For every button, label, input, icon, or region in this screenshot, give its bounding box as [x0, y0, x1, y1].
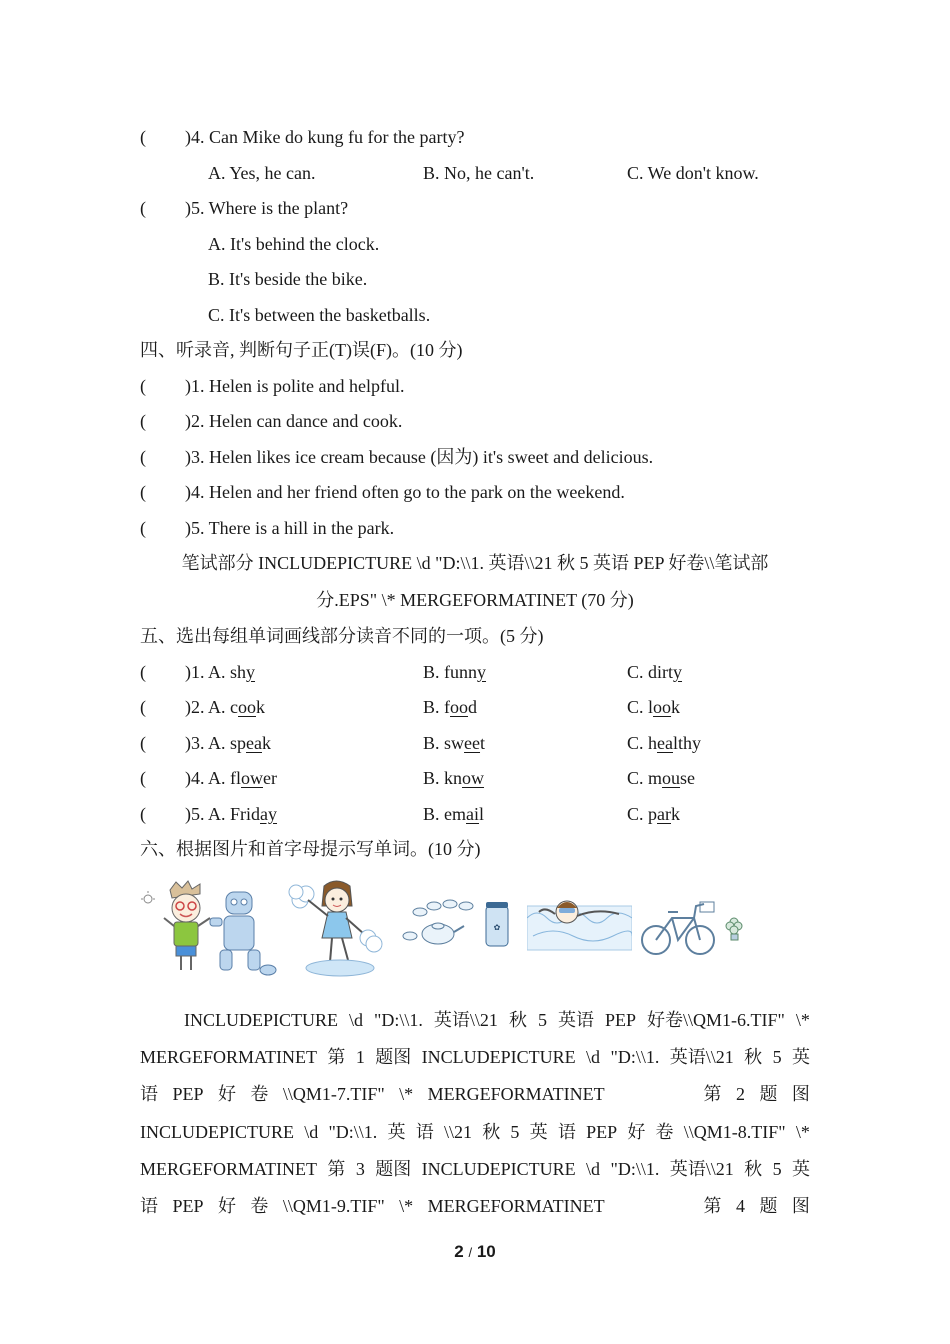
- word-part: er: [263, 768, 277, 788]
- snow-ground: [306, 960, 374, 976]
- word-part: sw: [444, 733, 465, 753]
- item-number: )3. A.: [185, 733, 230, 753]
- option-c: [627, 803, 680, 825]
- written-part-heading-2: 分.EPS" \* MERGEFORMATINET (70 分): [316, 590, 634, 610]
- text-token: 英: [791, 1047, 810, 1067]
- underlined-letters: y: [246, 662, 256, 682]
- word-part: funn: [444, 662, 478, 682]
- text-token: [619, 1195, 689, 1217]
- option-c: [627, 696, 680, 718]
- picture-4-swimming-boy: [527, 878, 632, 978]
- question-3-4: [140, 126, 464, 148]
- option-b: B. It's beside the bike.: [208, 269, 368, 289]
- option-a: A. Yes, he can.: [208, 163, 316, 183]
- text-token: 卷: [250, 1196, 269, 1216]
- text-token: 秋: [744, 1159, 763, 1179]
- text-token: \\QM1-7.TIF": [282, 1084, 385, 1104]
- text-token: 秋: [744, 1047, 763, 1067]
- svg-text:✿: ✿: [493, 923, 501, 932]
- option-a: [140, 732, 271, 754]
- include-picture-line-4: [140, 1121, 810, 1143]
- option-c: C. It's between the basketballs.: [208, 305, 431, 325]
- picture-5-bicycle: [638, 878, 753, 978]
- text-token: 英语\\21: [433, 1010, 498, 1030]
- text-token: \*: [399, 1084, 414, 1104]
- lightbulb-icon: [141, 891, 155, 903]
- text-token: 英: [791, 1159, 810, 1179]
- section-4-title: 四、听录音, 判断句子正(T)误(F)。(10 分): [140, 340, 463, 360]
- answer-paren: (: [140, 662, 146, 682]
- option-a: [140, 767, 277, 789]
- word-part: dirt: [648, 662, 674, 682]
- underlined-letters: ea: [246, 733, 262, 753]
- text-token: \*: [795, 1122, 810, 1142]
- word-part: d: [468, 697, 478, 717]
- text-token: 题图: [375, 1047, 412, 1067]
- word-part: h: [648, 733, 658, 753]
- text-token: 题图: [375, 1159, 412, 1179]
- option-b: B. No, he can't.: [423, 163, 535, 183]
- text-token: \d: [304, 1122, 319, 1142]
- include-picture-line-2: [140, 1046, 810, 1068]
- text-token: MERGEFORMATINET: [140, 1159, 318, 1179]
- underlined-letters: ar: [657, 804, 671, 824]
- option-c: [627, 767, 695, 789]
- text-token: 英: [387, 1122, 406, 1142]
- option-a: [140, 696, 265, 718]
- text-token: PEP: [172, 1084, 204, 1104]
- answer-paren: (: [140, 447, 146, 467]
- boy-figure: [164, 881, 210, 970]
- underlined-letters: ea: [657, 733, 673, 753]
- text-token: "D:\\1.: [374, 1010, 423, 1030]
- option-a: A. It's behind the clock.: [208, 234, 380, 254]
- answer-paren: (: [140, 804, 146, 824]
- tf-text: )5. There is a hill in the park.: [185, 518, 395, 538]
- text-token: 语: [140, 1084, 158, 1104]
- text-token: 题: [759, 1084, 778, 1104]
- text-token: 语: [557, 1122, 576, 1142]
- text-token: \d: [349, 1010, 364, 1030]
- tea-tin: [486, 902, 508, 946]
- text-token: "D:\\1.: [328, 1122, 378, 1142]
- text-token: 英语\\21: [669, 1047, 734, 1067]
- tf-text: )3. Helen likes ice cream because (因为) it's sweet and delicious.: [185, 447, 654, 467]
- text-token: MERGEFORMATINET: [427, 1084, 605, 1104]
- underlined-letters: ee: [464, 733, 481, 753]
- answer-paren: (: [140, 411, 146, 431]
- page-separator: /: [468, 1245, 473, 1260]
- option-c: [627, 732, 701, 754]
- word-part: fl: [230, 768, 241, 788]
- current-page: 2: [454, 1242, 464, 1261]
- text-token: INCLUDEPICTURE: [421, 1047, 576, 1067]
- tf-text: )4. Helen and her friend often go to the park on the weekend.: [185, 482, 625, 502]
- option-c: [627, 661, 682, 683]
- text-token: 好卷\\QM1-6.TIF": [647, 1010, 785, 1030]
- option-letter: B.: [423, 662, 445, 682]
- option-letter: C.: [627, 804, 649, 824]
- option-b: [423, 696, 477, 718]
- text-token: \\QM1-8.TIF": [683, 1122, 786, 1142]
- answer-paren: (: [140, 376, 146, 396]
- text-token: 卷: [655, 1122, 674, 1142]
- option-letter: B.: [423, 804, 445, 824]
- text-token: INCLUDEPICTURE: [184, 1010, 338, 1030]
- text-token: 图: [791, 1084, 810, 1104]
- text-token: "D:\\1.: [610, 1047, 660, 1067]
- option-letter: B.: [423, 768, 445, 788]
- text-token: 3: [355, 1159, 365, 1179]
- text-token: 5: [537, 1010, 547, 1030]
- word-part: l: [648, 697, 654, 717]
- page-number: [0, 1242, 950, 1262]
- text-token: 好: [217, 1084, 236, 1104]
- word-part: k: [262, 733, 271, 753]
- item-number: )1. A.: [185, 662, 230, 682]
- option-b: [423, 767, 484, 789]
- text-token: 5: [772, 1159, 782, 1179]
- answer-paren: (: [140, 482, 146, 502]
- text-token: 第: [703, 1084, 722, 1104]
- tf-text: )2. Helen can dance and cook.: [185, 411, 403, 431]
- underlined-letters: ay: [260, 804, 278, 824]
- text-token: 英: [529, 1122, 548, 1142]
- text-token: 第: [327, 1047, 346, 1067]
- underlined-letters: ow: [241, 768, 263, 788]
- answer-paren: (: [140, 733, 146, 753]
- picture-2-cheerleader-girl: [288, 878, 384, 978]
- question-stem: )5. Where is the plant?: [185, 198, 349, 218]
- option-b: [423, 803, 484, 825]
- text-token: \*: [399, 1196, 414, 1216]
- underlined-letters: ou: [662, 768, 681, 788]
- written-part-heading-1: 笔试部分 INCLUDEPICTURE \d "D:\\1. 英语\\21 秋 5 英语 PEP 好卷\\笔试部: [181, 553, 769, 573]
- text-token: 5: [510, 1122, 520, 1142]
- item-number: )4. A.: [185, 768, 230, 788]
- tf-item: [140, 481, 625, 503]
- answer-paren: (: [140, 697, 146, 717]
- text-token: 4: [736, 1196, 745, 1216]
- include-picture-line-5: [140, 1158, 810, 1180]
- text-token: \*: [795, 1010, 810, 1030]
- word-part: m: [648, 768, 663, 788]
- word-part: k: [671, 697, 681, 717]
- answer-paren: (: [140, 768, 146, 788]
- option-a: [140, 661, 255, 683]
- word-part: em: [444, 804, 467, 824]
- word-part: se: [680, 768, 696, 788]
- underlined-letters: y: [477, 662, 487, 682]
- text-token: \\21: [443, 1122, 472, 1142]
- text-token: MERGEFORMATINET: [140, 1047, 318, 1067]
- underlined-letters: ai: [466, 804, 480, 824]
- text-token: 语: [415, 1122, 434, 1142]
- include-picture-line-3: [140, 1083, 810, 1105]
- word-part: lthy: [673, 733, 702, 753]
- option-letter: B.: [423, 697, 445, 717]
- item-number: )2. A.: [185, 697, 230, 717]
- text-token: 第: [703, 1196, 722, 1216]
- option-letter: C.: [627, 662, 649, 682]
- option-c: C. We don't know.: [627, 163, 759, 183]
- item-number: )5. A.: [185, 804, 230, 824]
- robot-figure: [210, 892, 276, 975]
- pompom-right: [360, 930, 382, 952]
- text-token: 好: [627, 1122, 646, 1142]
- include-picture-line-1: [140, 1009, 810, 1031]
- option-a: [140, 803, 277, 825]
- underlined-letters: ow: [462, 768, 485, 788]
- word-part: k: [671, 804, 680, 824]
- text-token: 卷: [250, 1084, 269, 1104]
- option-b: [423, 661, 486, 683]
- girl-figure: [308, 881, 364, 962]
- picture-3-tea-set: [398, 878, 518, 978]
- word-part: sp: [230, 733, 247, 753]
- answer-paren: (: [140, 518, 146, 538]
- picture-1-funny-boy-robot: [138, 878, 283, 978]
- question-stem: )4. Can Mike do kung fu for the party?: [185, 127, 465, 147]
- text-token: \d: [586, 1047, 601, 1067]
- text-token: 2: [736, 1084, 745, 1104]
- question-3-5: [140, 197, 348, 219]
- text-token: 英语: [557, 1010, 594, 1030]
- include-picture-line-6: [140, 1195, 810, 1217]
- pompom-left: [289, 885, 314, 908]
- text-token: PEP: [172, 1196, 204, 1216]
- word-part: k: [256, 697, 265, 717]
- text-token: 1: [355, 1047, 365, 1067]
- text-token: INCLUDEPICTURE: [140, 1122, 294, 1142]
- tf-item: [140, 410, 402, 432]
- option-letter: C.: [627, 768, 649, 788]
- text-token: "D:\\1.: [610, 1159, 660, 1179]
- section-5-title: 五、选出每组单词画线部分读音不同的一项。(5 分): [140, 626, 544, 646]
- word-part: sh: [230, 662, 247, 682]
- tf-text: )1. Helen is polite and helpful.: [185, 376, 405, 396]
- text-token: 英语\\21: [669, 1159, 734, 1179]
- option-letter: C.: [627, 697, 649, 717]
- word-part: f: [444, 697, 451, 717]
- text-token: MERGEFORMATINET: [427, 1196, 605, 1216]
- answer-paren: (: [140, 127, 146, 147]
- text-token: PEP: [605, 1010, 637, 1030]
- text-token: \\QM1-9.TIF": [282, 1196, 385, 1216]
- option-letter: B.: [423, 733, 445, 753]
- text-token: INCLUDEPICTURE: [421, 1159, 576, 1179]
- tf-item: [140, 375, 404, 397]
- underlined-letters: oo: [238, 697, 256, 717]
- underlined-letters: oo: [653, 697, 672, 717]
- tf-item: [140, 446, 653, 468]
- text-token: 秋: [482, 1122, 501, 1142]
- text-token: 图: [791, 1196, 810, 1216]
- section-6-title: 六、根据图片和首字母提示写单词。(10 分): [140, 839, 481, 859]
- text-token: 题: [759, 1196, 778, 1216]
- total-pages: 10: [476, 1242, 496, 1261]
- word-part: Frid: [230, 804, 261, 824]
- text-token: \d: [586, 1159, 601, 1179]
- potted-plant-icon: [726, 918, 742, 940]
- text-token: [619, 1083, 689, 1105]
- word-part: p: [648, 804, 658, 824]
- word-part: kn: [444, 768, 463, 788]
- underlined-letters: y: [673, 662, 683, 682]
- word-part: t: [480, 733, 486, 753]
- option-b: [423, 732, 485, 754]
- text-token: 秋: [508, 1010, 527, 1030]
- underlined-letters: oo: [450, 697, 469, 717]
- text-token: 第: [327, 1159, 346, 1179]
- word-part: l: [479, 804, 485, 824]
- text-token: 语: [140, 1196, 158, 1216]
- answer-paren: (: [140, 198, 146, 218]
- option-letter: C.: [627, 733, 649, 753]
- word-part: c: [230, 697, 238, 717]
- text-token: 5: [772, 1047, 782, 1067]
- text-token: 好: [217, 1196, 236, 1216]
- text-token: PEP: [586, 1122, 618, 1142]
- tf-item: [140, 517, 394, 539]
